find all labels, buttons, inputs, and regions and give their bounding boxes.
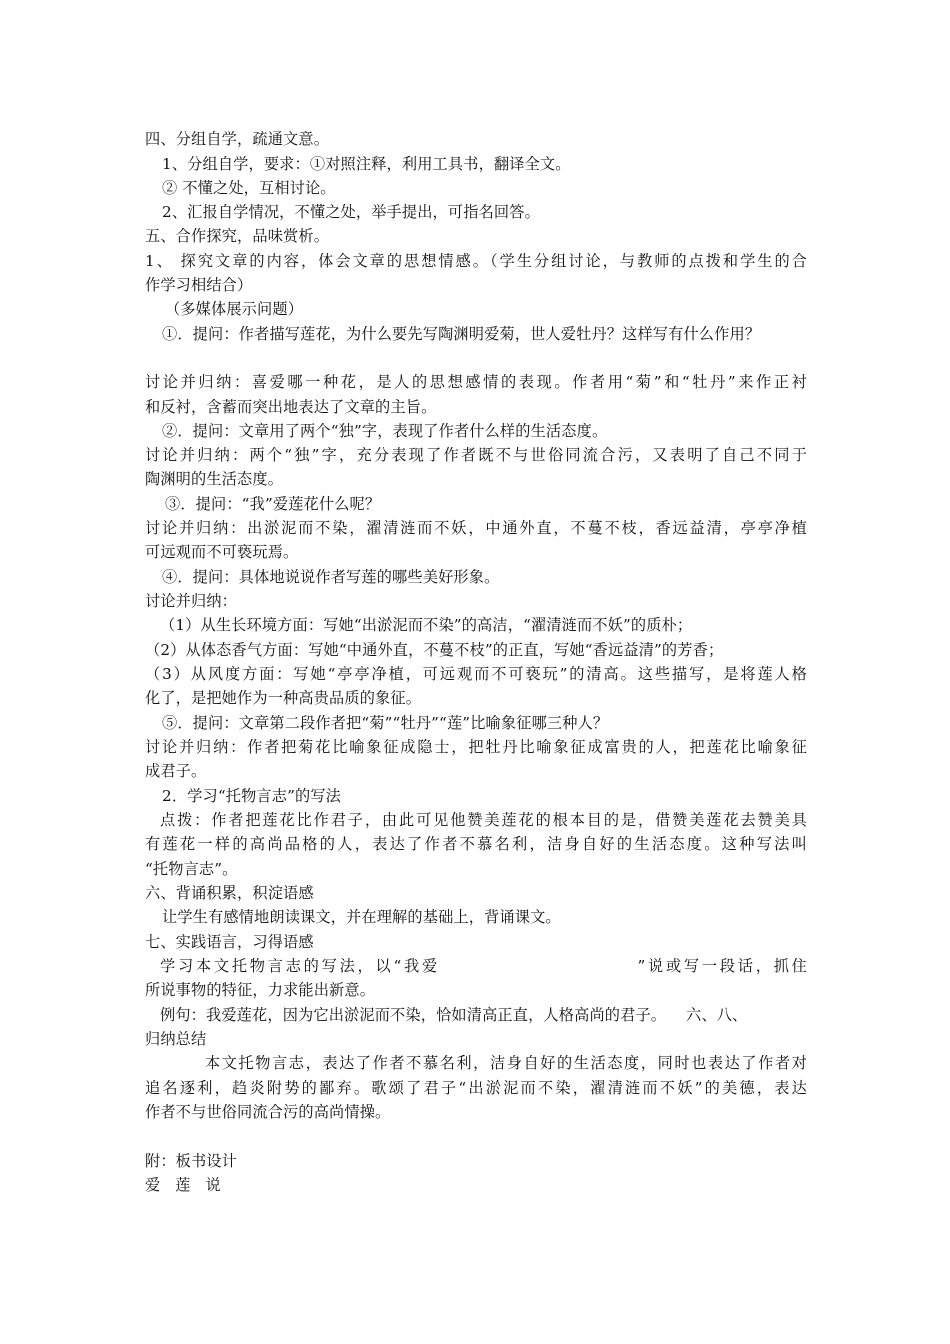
example-sentence: 例句：我爱莲花，因为它出淤泥而不染，恰如清高正直，人格高尚的君子。 六、八、 <box>160 1006 748 1024</box>
text-line: 点拨：作者把莲花比作君子，由此可见他赞美莲花的根本目的是，借赞美莲花去赞美具 <box>160 811 807 829</box>
text-line: 2、汇报自学情况，不懂之处，举手提出，可指名回答。 <box>162 203 540 221</box>
text-line: 让学生有感情地朗读课文，并在理解的基础上，背诵课文。 <box>162 908 561 926</box>
text-line: 讨论并归纳： <box>145 592 238 610</box>
section-5-heading: 五、合作探究，品味赏析。 <box>145 227 330 245</box>
text-line: 化了，是把她作为一种高贵品质的象征。 <box>145 689 422 707</box>
question-2: ②．提问：文章用了两个“独”字，表现了作者什么样的生活态度。 <box>162 422 608 440</box>
question-3: ③．提问：“我”爱莲花什么呢？ <box>165 495 381 513</box>
text-line: 1、 探究文章的内容，体会文章的思想情感。（学生分组讨论，与教师的点拨和学生的合 <box>145 252 807 270</box>
text-line: 1、分组自学，要求：①对照注释，利用工具书，翻译全文。 <box>162 155 571 173</box>
text-line: 作学习相结合） <box>145 276 253 294</box>
text-line: （多媒体展示问题） <box>165 300 304 318</box>
section-7-heading: 七、实践语言，习得语感 <box>145 933 314 951</box>
text-line: （1）从生长环境方面：写她“出淤泥而不染”的高洁，“濯清涟而不妖”的质朴； <box>160 616 693 634</box>
text-line: ② 不懂之处，互相讨论。 <box>162 179 336 197</box>
section-6-heading: 六、背诵积累，积淀语感 <box>145 884 314 902</box>
text-line: “托物言志”。 <box>145 860 238 878</box>
text-line: 所说事物的特征，力求能出新意。 <box>145 981 376 999</box>
text-line: 讨论并归纳：作者把菊花比喻象征成隐士，把牡丹比喻象征成富贵的人，把莲花比喻象征 <box>145 738 807 756</box>
appendix-heading: 附：板书设计 <box>145 1152 238 1170</box>
text-line: 讨论并归纳：喜爱哪一种花，是人的思想感情的表现。作者用“菊”和“牡丹”来作正衬 <box>145 373 807 391</box>
section-8-heading: 归纳总结 <box>145 1030 207 1048</box>
text-line: 成君子。 <box>145 762 207 780</box>
text-line: 讨论并归纳：出淤泥而不染，濯清涟而不妖，中通外直，不蔓不枝，香远益清，亭亭净植 <box>145 519 807 537</box>
text-line: 和反衬，含蓄而突出地表达了文章的主旨。 <box>145 398 437 416</box>
question-4: ④．提问：具体地说说作者写莲的哪些美好形象。 <box>162 568 500 586</box>
text-line: 作者不与世俗同流合污的高尚情操。 <box>145 1103 391 1121</box>
subsection-heading: 2．学习“托物言志”的写法 <box>162 787 342 805</box>
section-4-heading: 四、分组自学，疏通文意。 <box>145 130 330 148</box>
text-line: 可远观而不可亵玩焉。 <box>145 543 299 561</box>
board-design-title: 爱 莲 说 <box>145 1176 221 1194</box>
text-line: 讨论并归纳：两个“独”字，充分表现了作者既不与世俗同流合污，又表明了自己不同于 <box>145 446 807 464</box>
question-1: ①．提问：作者描写莲花，为什么要先写陶渊明爱菊，世人爱牡丹？这样写有什么作用？ <box>162 325 761 343</box>
text-line: 学习本文托物言志的写法，以“我爱 ”说或写一段话，抓住 <box>160 957 807 975</box>
text-line: 追名逐利，趋炎附势的鄙弃。歌颂了君子“出淤泥而不染，濯清涟而不妖”的美德，表达 <box>145 1079 807 1097</box>
text-line: 本文托物言志，表达了作者不慕名利，洁身自好的生活态度，同时也表达了作者对 <box>205 1054 807 1072</box>
text-line: 有莲花一样的高尚品格的人，表达了作者不慕名利，洁身自好的生活态度。这种写法叫 <box>145 835 807 853</box>
question-5: ⑤．提问：文章第二段作者把“菊”“牡丹”“莲”比喻象征哪三种人？ <box>162 714 609 732</box>
text-line: 陶渊明的生活态度。 <box>145 470 284 488</box>
text-line: （3）从风度方面：写她“亭亭净植，可远观而不可亵玩”的清高。这些描写，是将莲人格 <box>145 665 807 683</box>
text-line: （2）从体态香气方面：写她“中通外直，不蔓不枝”的正直，写她“香远益清”的芳香； <box>145 641 724 659</box>
